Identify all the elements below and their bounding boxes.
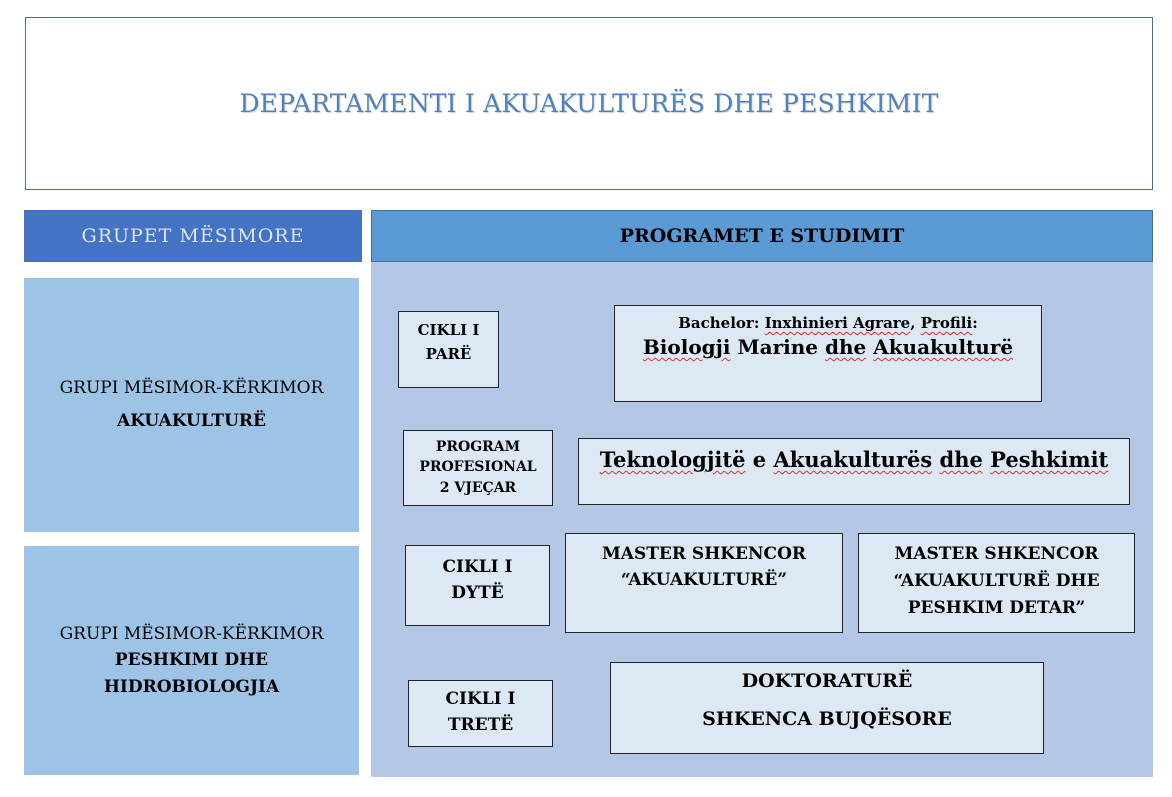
bachelor-program-box bbox=[614, 305, 1042, 402]
doctorate-box bbox=[610, 662, 1044, 754]
professional-program-box bbox=[578, 438, 1130, 505]
bachelor-comma: , bbox=[910, 314, 916, 332]
professional-part-3: Akuakulturës bbox=[773, 447, 933, 472]
group-aquaculture-type: GRUPI MËSIMOR-KËRKIMOR bbox=[59, 377, 324, 398]
cycle-professional-line3: 2 VJEÇAR bbox=[439, 479, 517, 496]
study-programs-header bbox=[371, 210, 1153, 262]
bachelor-profile-label: Profili bbox=[920, 314, 973, 332]
cycle-first-line1: CIKLI I bbox=[417, 321, 480, 339]
cycle-second-box bbox=[405, 545, 550, 626]
master-fishing-line1: MASTER SHKENCOR bbox=[894, 544, 1099, 564]
group-fishing-name-line1: PESHKIMI DHE bbox=[114, 650, 269, 671]
department-title-box bbox=[25, 17, 1153, 190]
cycle-professional-line1: PROGRAM bbox=[435, 439, 521, 455]
group-aquaculture bbox=[24, 278, 359, 532]
cycle-first-box bbox=[398, 311, 499, 388]
bachelor-prefix: Bachelor: bbox=[678, 314, 760, 332]
professional-part-2: e bbox=[752, 447, 767, 472]
group-fishing-type: GRUPI MËSIMOR-KËRKIMOR bbox=[59, 623, 324, 644]
bachelor-name-part-3: dhe bbox=[824, 335, 867, 359]
cycle-third-line2: TRETË bbox=[447, 715, 514, 736]
teaching-groups-header-label: GRUPET MËSIMORE bbox=[81, 225, 305, 247]
master-aquaculture-line1: MASTER SHKENCOR bbox=[601, 544, 807, 564]
master-aquaculture-fishing-box bbox=[858, 533, 1135, 633]
professional-part-1: Teknologjitë bbox=[599, 447, 746, 472]
bachelor-heading bbox=[678, 314, 978, 332]
bachelor-name-part-4: Akuakulturë bbox=[873, 335, 1014, 359]
cycle-second-line2: DYTË bbox=[451, 583, 504, 604]
doctorate-line2: SHKENCA BUJQËSORE bbox=[702, 708, 952, 730]
group-aquaculture-name: AKUAKULTURË bbox=[117, 411, 266, 431]
bachelor-colon: : bbox=[972, 314, 978, 332]
professional-program-name bbox=[600, 447, 1109, 472]
bachelor-name-part-2: Marine bbox=[737, 335, 818, 359]
department-title: DEPARTAMENTI I AKUAKULTURËS DHE PESHKIMIT bbox=[239, 89, 939, 118]
master-fishing-line2: “AKUAKULTURË DHE bbox=[893, 571, 1100, 592]
cycle-first-line2: PARË bbox=[425, 345, 472, 363]
master-fishing-line3: PESHKIM DETAR” bbox=[907, 598, 1086, 619]
doctorate-line1: DOKTORATURË bbox=[741, 670, 913, 692]
cycle-professional-box bbox=[403, 430, 553, 506]
cycle-third-box bbox=[408, 680, 553, 747]
master-aquaculture-box bbox=[565, 533, 843, 633]
bachelor-field: Inxhinieri Agrare bbox=[764, 314, 911, 332]
bachelor-profile-name bbox=[643, 335, 1013, 359]
teaching-groups-header bbox=[24, 210, 362, 262]
cycle-professional-line2: PROFESIONAL bbox=[419, 459, 537, 476]
study-programs-header-label: PROGRAMET E STUDIMIT bbox=[619, 225, 905, 247]
cycle-third-line1: CIKLI I bbox=[445, 689, 516, 709]
master-aquaculture-line2: “AKUAKULTURË” bbox=[620, 570, 788, 591]
professional-part-5: Peshkimit bbox=[990, 447, 1109, 472]
bachelor-name-part-1: Biologji bbox=[642, 335, 731, 359]
professional-part-4: dhe bbox=[939, 447, 983, 472]
group-fishing-name-line2: HIDROBIOLOGJIA bbox=[103, 676, 280, 697]
group-fishing-hydrobiology bbox=[24, 546, 359, 775]
cycle-second-line1: CIKLI I bbox=[442, 557, 513, 577]
